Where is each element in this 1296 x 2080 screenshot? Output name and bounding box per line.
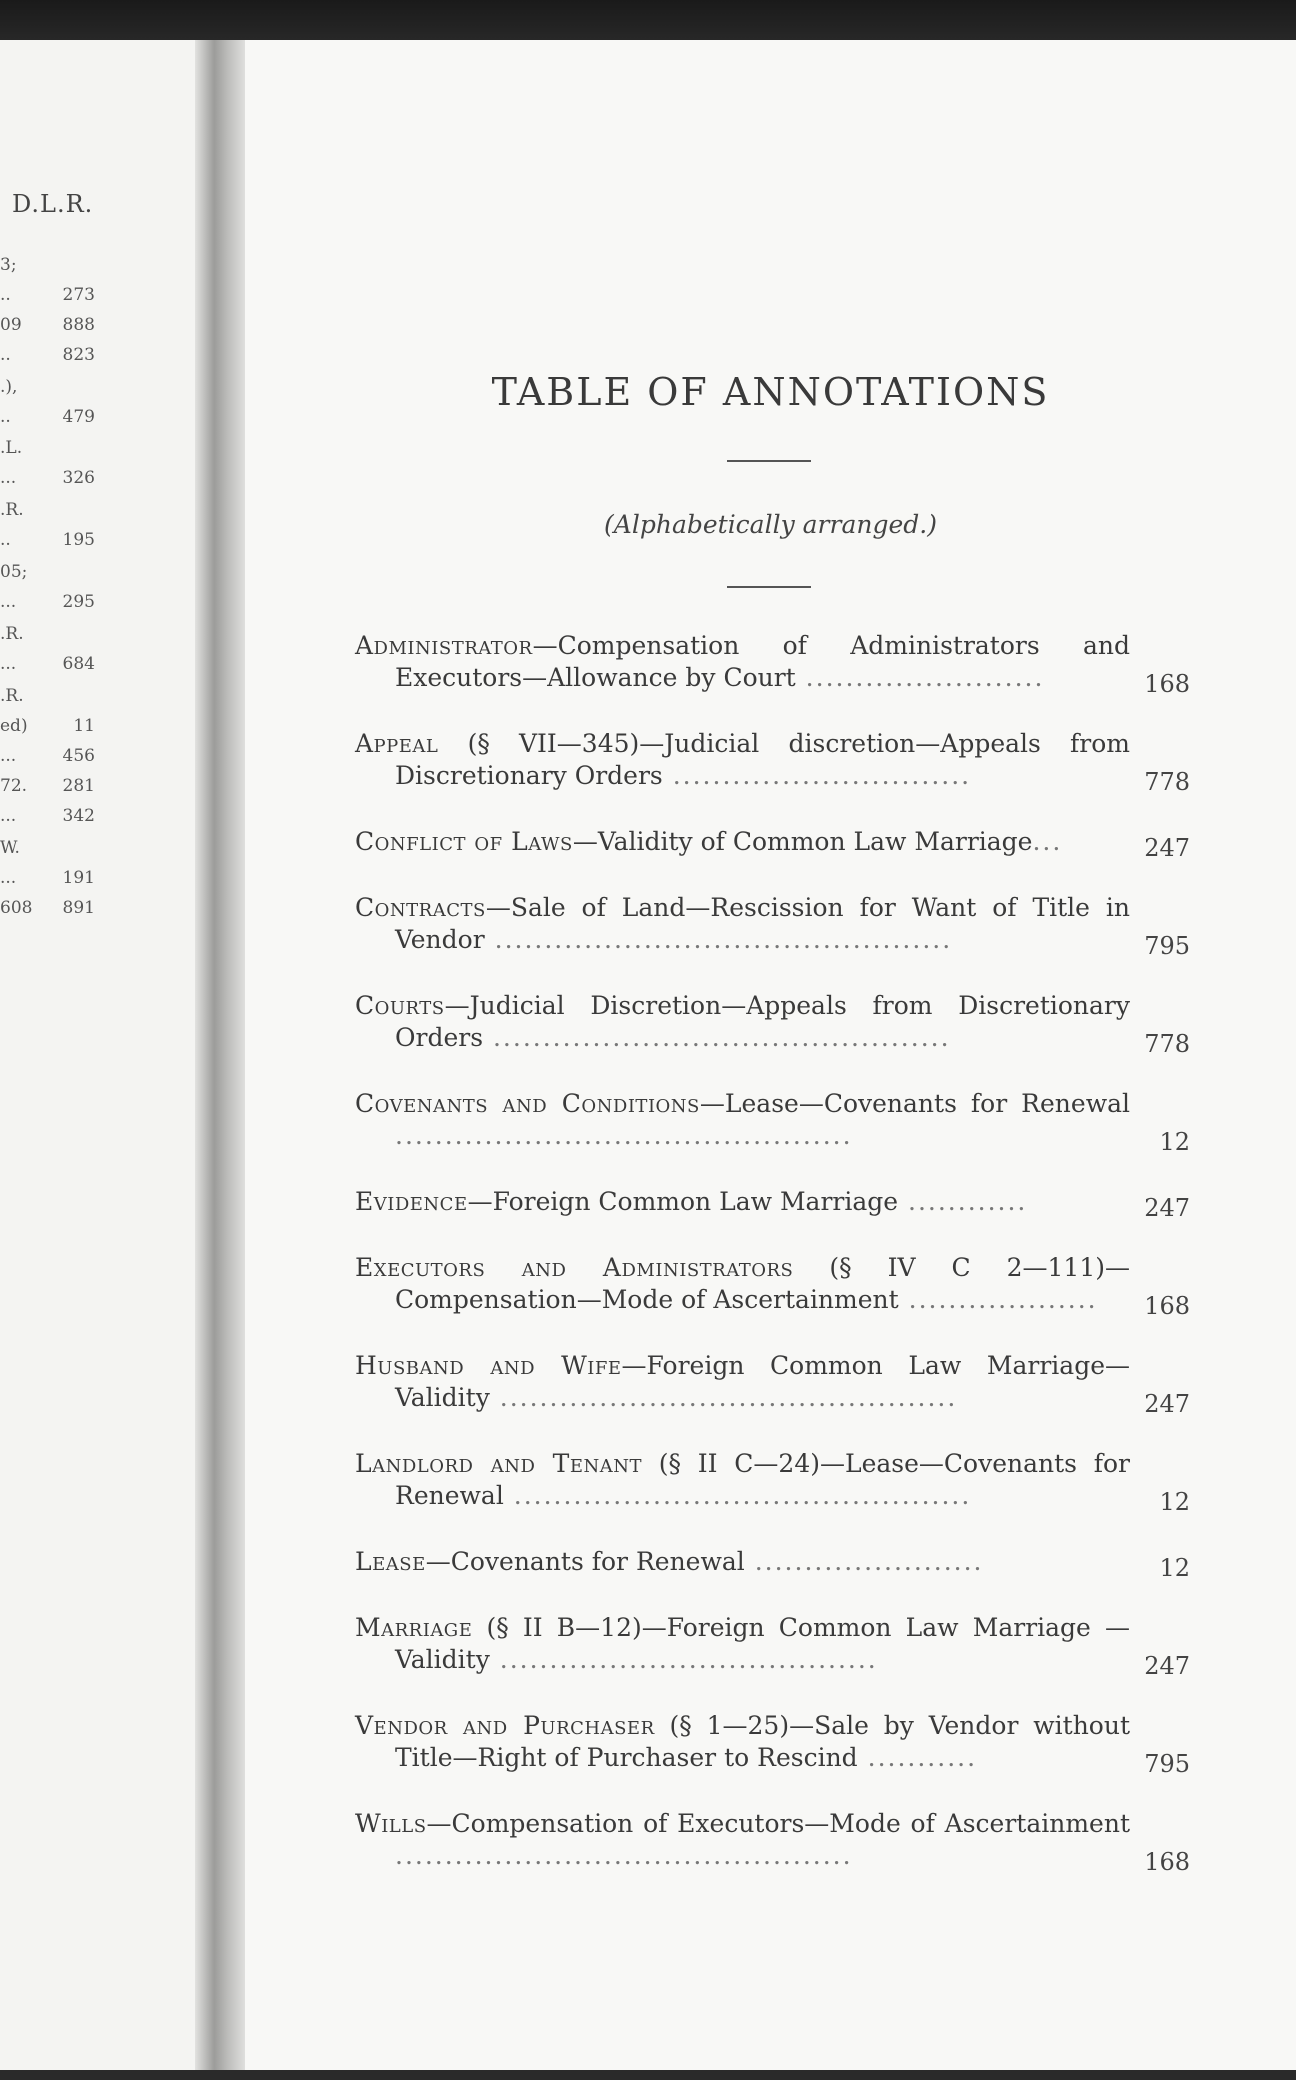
left-page-line-number: 684 [62,654,95,674]
annotation-description: —Compensation of Administrators and Executors—Allowance by Court [395,631,1130,692]
annotation-heading: Administrator [355,631,533,660]
annotation-entry [355,630,1190,698]
dot-leader: ............ [898,1187,1028,1216]
annotation-entry-text [355,630,1190,694]
title-rule [727,460,811,462]
dot-leader: ....................... [744,1547,984,1576]
annotation-entry [355,892,1190,960]
page-subtitle: (Alphabetically arranged.) [604,510,937,539]
annotation-page-number: 778 [1144,768,1190,796]
annotation-entry-text [355,826,1190,858]
dot-leader: ...................................... [489,1645,878,1674]
annotation-entry [355,826,1190,862]
page-title: TABLE OF ANNOTATIONS [491,370,1050,414]
annotation-page-number: 12 [1159,1128,1190,1156]
annotation-heading: Courts [355,991,445,1020]
annotation-page-number: 247 [1144,1652,1190,1680]
annotation-list [355,630,1190,1906]
left-page-line-fragment: W. [0,838,20,858]
annotation-description: —Lease—Covenants for Renewal [699,1089,1130,1118]
annotation-heading: Lease [355,1547,426,1576]
annotation-entry-text [355,1448,1190,1512]
annotation-description: —Judicial Discretion—Appeals from Discretionary Orders [395,991,1130,1052]
annotation-entry-text [355,1252,1190,1316]
dot-leader: .............................................. [484,925,953,954]
left-page-line-fragment: .. [0,345,11,365]
left-page-line-fragment: 3; [0,255,17,275]
annotation-heading: Contracts [355,893,486,922]
annotation-entry-text [355,892,1190,956]
annotation-heading: Husband and Wife [355,1351,622,1380]
annotation-entry-text [355,1710,1190,1774]
annotation-page-number: 247 [1144,834,1190,862]
left-page-line-fragment: 608 [0,898,33,918]
annotation-entry-text [355,1186,1190,1218]
annotation-entry-text [355,990,1190,1054]
annotation-heading: Landlord and Tenant [355,1449,642,1478]
annotation-entry [355,1252,1190,1320]
annotation-page-number: 795 [1144,1750,1190,1778]
annotation-entry [355,1350,1190,1418]
annotation-heading: Executors and Administrators [355,1253,794,1282]
left-page-line-fragment: 09 [0,315,22,335]
left-page-line-fragment: .. [0,530,11,550]
annotation-entry [355,1612,1190,1680]
left-page-line-number: 326 [62,468,95,488]
annotation-page-number: 247 [1144,1194,1190,1222]
left-page-line-number: 456 [62,746,95,766]
left-page-line-number: 273 [62,285,95,305]
left-page-line-number: 295 [62,592,95,612]
left-page-line-number: 479 [62,407,95,427]
left-page-line-fragment: .R. [0,500,24,520]
annotation-description: (§ II B—12)—Foreign Common Law Marriage —Validity [395,1613,1130,1674]
left-page-line-fragment: .), [0,377,18,397]
left-page-line-fragment: .R. [0,686,24,706]
annotation-entry [355,1088,1190,1156]
scan-bottom-edge [0,2070,1296,2080]
left-page-line-number: 888 [62,315,95,335]
annotation-heading: Vendor and Purchaser [355,1711,655,1740]
dot-leader: ................... [898,1285,1098,1314]
annotation-page-number: 168 [1144,1292,1190,1320]
left-page-line-fragment: ... [0,654,17,674]
annotation-entry [355,1710,1190,1778]
annotation-entry-text [355,1088,1190,1152]
left-page [0,40,225,2080]
annotation-entry [355,1448,1190,1516]
annotation-description: —Foreign Common Law Marriage [467,1187,899,1216]
left-page-line-number: 11 [73,716,95,736]
dot-leader: .............................................. [483,1023,951,1052]
left-page-line-fragment: 05; [0,562,28,582]
annotation-entry [355,1186,1190,1222]
annotation-page-number: 247 [1144,1390,1190,1418]
annotation-page-number: 12 [1159,1554,1190,1582]
annotation-page-number: 12 [1159,1488,1190,1516]
left-page-header: D.L.R. [12,190,94,218]
annotation-description: (§ 1—25)—Sale by Vendor without Title—Right of Purchaser to Rescind [395,1711,1130,1772]
annotation-entry-text [355,1612,1190,1676]
annotation-heading: Covenants and Conditions [355,1089,700,1118]
annotation-heading: Wills [355,1809,427,1838]
left-page-line-number: 823 [62,345,95,365]
annotation-description: (§ II C—24)—Lease—Covenants for Renewal [395,1449,1130,1510]
dot-leader: .............................. [662,761,972,790]
annotation-entry [355,1808,1190,1876]
left-page-line-number: 342 [62,806,95,826]
annotation-entry [355,1546,1190,1582]
annotation-heading: Evidence [355,1187,468,1216]
left-page-line-number: 891 [62,898,95,918]
left-page-line-fragment: ... [0,746,17,766]
annotation-heading: Marriage [355,1613,473,1642]
left-page-line-fragment: ... [0,468,17,488]
annotation-description: —Sale of Land—Rescission for Want of Title in Vendor [395,893,1130,954]
dot-leader: ... [1032,827,1063,856]
dot-leader: ........... [857,1743,978,1772]
left-page-line-number: 191 [62,868,95,888]
annotation-entry [355,990,1190,1058]
annotation-heading: Appeal [355,729,439,758]
left-page-line-fragment: .L. [0,438,23,458]
annotation-page-number: 778 [1144,1030,1190,1058]
left-page-line-fragment: 72. [0,776,28,796]
annotation-heading: Conflict of Laws [355,827,573,856]
annotation-description: —Compensation of Executors—Mode of Ascertainment [426,1809,1130,1838]
left-page-line-fragment: ... [0,806,17,826]
left-page-line-fragment: ed) [0,716,28,736]
left-page-line-fragment: .. [0,407,11,427]
annotation-entry-text [355,728,1190,792]
annotation-description: (§ IV C 2—111)—Compensation—Mode of Ascertainment [395,1253,1130,1314]
dot-leader: .............................................. [395,1841,853,1870]
annotation-description: —Foreign Common Law Marriage—Validity [395,1351,1130,1412]
annotation-entry-text [355,1350,1190,1414]
annotation-page-number: 795 [1144,932,1190,960]
annotation-page-number: 168 [1144,670,1190,698]
annotation-description: —Validity of Common Law Marriage [572,827,1033,856]
left-page-line-fragment: .R. [0,624,24,644]
subtitle-rule [727,586,811,588]
annotation-entry-text [355,1808,1190,1872]
book-gutter [195,40,250,2080]
left-page-line-number: 195 [62,530,95,550]
dot-leader: ........................ [795,663,1045,692]
annotation-page-number: 168 [1144,1848,1190,1876]
dot-leader: .............................................. [503,1481,972,1510]
left-page-line-number: 281 [62,776,95,796]
annotation-description: (§ VII—345)—Judicial discretion—Appeals from Discretionary Orders [395,729,1130,790]
left-page-line-fragment: ... [0,592,17,612]
left-page-line-fragment: .. [0,285,11,305]
annotation-description: —Covenants for Renewal [425,1547,745,1576]
dot-leader: .............................................. [489,1383,958,1412]
dot-leader: .............................................. [395,1121,853,1150]
left-page-line-fragment: ... [0,868,17,888]
annotation-entry [355,728,1190,796]
annotation-entry-text [355,1546,1190,1578]
